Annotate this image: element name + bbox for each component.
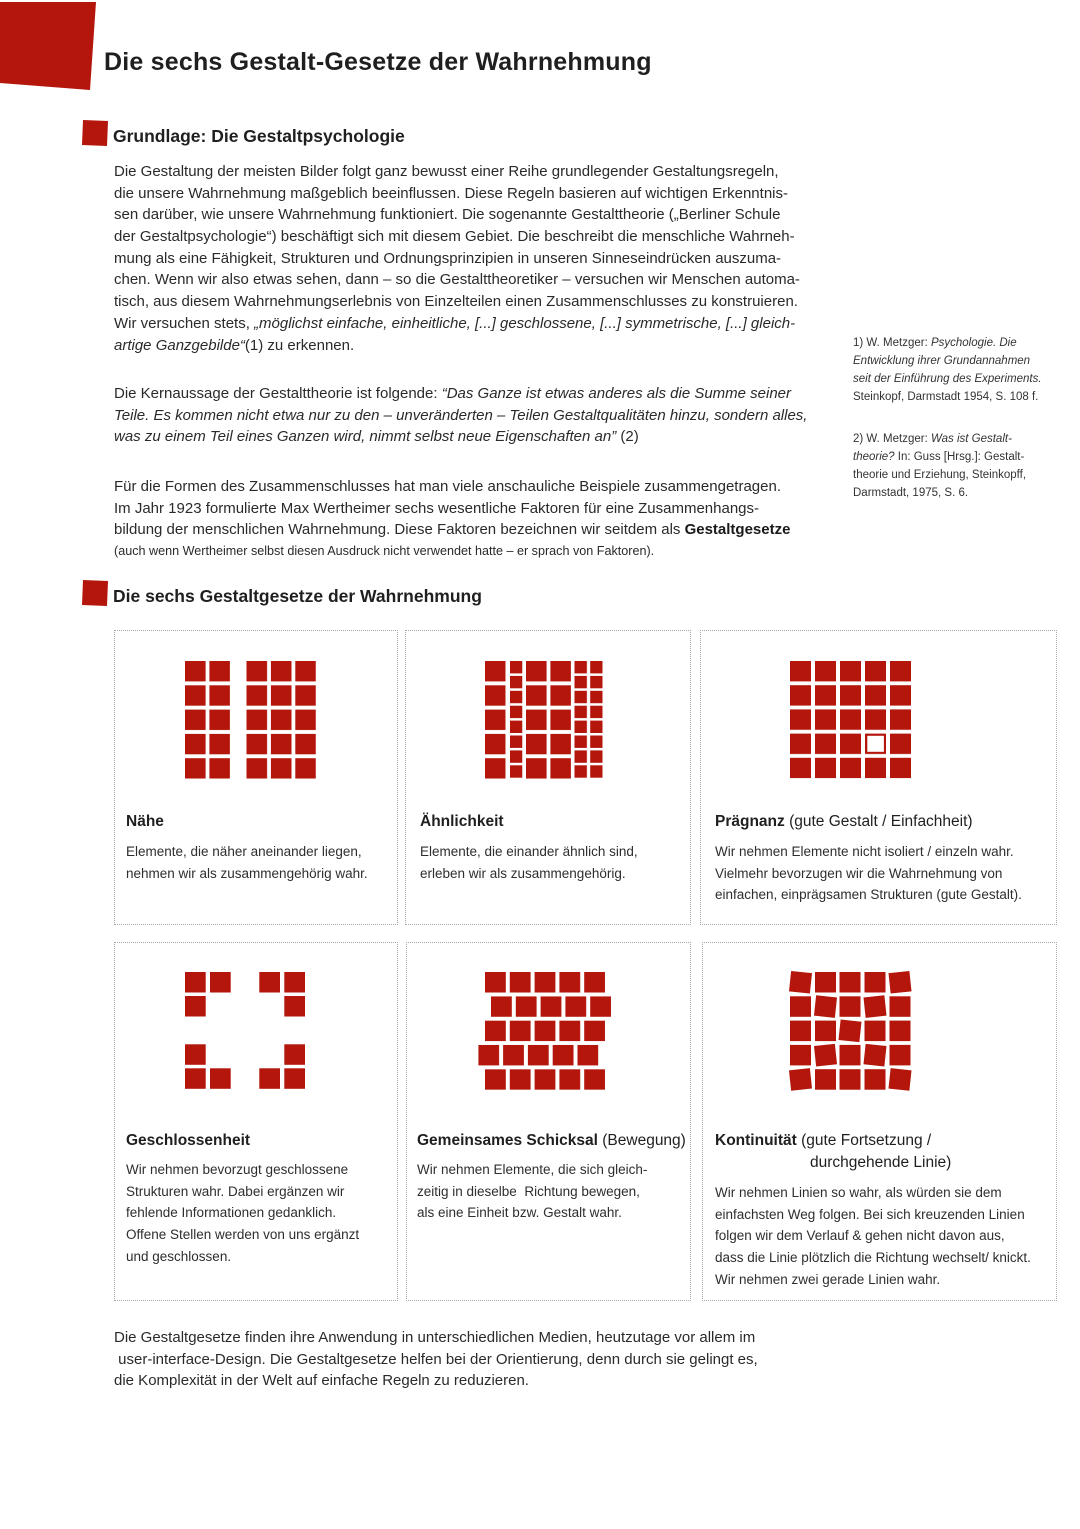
quote-text: artige Ganzgebilde“ — [114, 336, 245, 354]
card-body-line: erleben wir als zusammengehörig. — [420, 865, 626, 881]
card-title — [126, 811, 164, 833]
text-line — [114, 183, 800, 205]
card-body-line: Elemente, die einander ähnlich sind, — [420, 844, 638, 859]
header-accent-shape — [0, 2, 96, 90]
text: bildung der menschlichen Wahrnehmung. Diese Faktoren bezeichnen wir seitdem als — [114, 521, 685, 539]
card-body-line: Wir nehmen Linien so wahr, als würden sie dem — [715, 1185, 1002, 1200]
text: (2) — [616, 428, 639, 446]
book-title: theorie? — [853, 451, 895, 463]
text: der Gestaltpsychologie“) beschäftigt sich mit diesem Gebiet. Die beschreibt die menschliche Wahrneh- — [114, 228, 795, 246]
intro-paragraph — [114, 161, 800, 356]
text: Die Kernaussage der Gestalttheorie ist folgende: — [114, 385, 442, 402]
card-body-line: als eine Einheit bzw. Gestalt wahr. — [417, 1205, 622, 1221]
core-statement-paragraph — [114, 383, 807, 448]
card-body — [417, 1159, 647, 1224]
text-line — [114, 541, 790, 563]
card-subtitle-line2: durchgehende Linie) — [810, 1154, 952, 1171]
card-similarity — [405, 630, 691, 925]
card-pragnanz — [700, 630, 1057, 925]
text: Darmstadt, 1975, S. 6. — [853, 487, 969, 499]
text-line: user-interface-Design. Die Gestaltgesetze helfen bei der Orientierung, denn durch sie gelingt es, — [114, 1350, 758, 1368]
card-title — [126, 1130, 250, 1152]
text-line: Die Gestaltgesetze finden ihre Anwendung in unterschiedlichen Medien, heutzutage vor allem im — [114, 1329, 756, 1346]
text: theorie und Erziehung, Steinkopff, — [853, 469, 1027, 481]
text-line — [114, 161, 800, 183]
card-title-text: Gemeinsames Schicksal — [417, 1132, 598, 1149]
footnote-2 — [853, 430, 1026, 502]
card-body-line: fehlende Informationen gedanklich. — [126, 1205, 337, 1221]
card-title — [417, 1130, 686, 1152]
card-title-text: Ähnlichkeit — [420, 813, 504, 830]
book-title: seit der Einführung des Experiments. — [853, 373, 1042, 385]
text: 1) W. Metzger: — [853, 337, 931, 349]
text-line — [114, 335, 800, 357]
card-continuity — [702, 942, 1057, 1301]
text: Wir versuchen stets, — [114, 314, 255, 332]
text-line — [114, 383, 807, 405]
page-title: Die sechs Gestalt-Gesetze der Wahrnehmung — [104, 48, 652, 76]
card-title-text: Geschlossenheit — [126, 1132, 251, 1149]
card-body-line: einfachsten Weg folgen. Bei sich kreuzenden Linien — [715, 1206, 1025, 1222]
note-text: (auch wenn Wertheimer selbst diesen Ausdruck nicht verwendet hatte – er sprach von Faktoren). — [114, 544, 655, 559]
text-line — [114, 204, 800, 226]
text-line — [114, 248, 800, 270]
text-line — [114, 226, 800, 248]
quote-text: was zu einem Teil eines Ganzen wird, nimmt selbst neue Eigenschaften an” — [114, 428, 617, 446]
text-line — [114, 426, 807, 448]
wertheimer-paragraph — [114, 476, 790, 563]
footnote-1 — [853, 334, 1042, 406]
card-title — [420, 811, 504, 833]
text: Für die Formen des Zusammenschlusses hat man viele anschauliche Beispiele zusammengetragen. — [114, 478, 781, 495]
book-title: Entwicklung ihrer Grundannahmen — [853, 355, 1031, 367]
card-body-line: Offene Stellen werden von uns ergänzt — [126, 1227, 360, 1243]
text-line — [114, 405, 807, 427]
card-body-line: zeitig in dieselbe Richtung bewegen, — [417, 1183, 640, 1199]
text: (1) zu erkennen. — [244, 336, 355, 354]
card-body — [420, 841, 638, 884]
text-line — [114, 313, 800, 335]
book-title: Was ist Gestalt- — [930, 433, 1012, 445]
card-body — [126, 1159, 359, 1267]
card-body-line: einfachen, einprägsamen Strukturen (gute Gestalt). — [715, 887, 1022, 903]
text-line — [114, 519, 790, 541]
text: Im Jahr 1923 formulierte Max Wertheimer sechs wesentliche Faktoren für eine Zusammenhangs- — [114, 499, 759, 517]
book-title: Psychologie. Die — [930, 337, 1017, 349]
card-body-line: nehmen wir als zusammengehörig wahr. — [126, 865, 368, 881]
card-title — [715, 1130, 931, 1152]
quote-text: “Das Ganze ist etwas anderes als die Summe seiner — [441, 385, 792, 402]
text-line — [114, 498, 790, 520]
card-body-line: Wir nehmen bevorzugt geschlossene — [126, 1162, 349, 1177]
text: Die Gestaltung der meisten Bilder folgt ganz bewusst einer Reihe grundlegender Gestaltungsregeln, — [114, 163, 779, 180]
card-title-text: Kontinuität — [715, 1132, 797, 1149]
section-marker-icon — [82, 120, 108, 146]
card-common-fate — [406, 942, 691, 1301]
quote-text: Teile. Es kommen nicht etwa nur zu den – unveränderten – Teilen Gestaltqualitäten hinzu, sondern alles, — [114, 406, 808, 424]
card-body-line: folgen wir dem Verlauf & gehen nicht davon aus, — [715, 1228, 1005, 1244]
section-heading-laws: Die sechs Gestaltgesetze der Wahrnehmung — [113, 586, 482, 606]
card-title — [715, 811, 973, 833]
card-body — [715, 1182, 1031, 1290]
closing-paragraph — [114, 1327, 758, 1392]
card-body-line: Wir nehmen Elemente nicht isoliert / einzeln wahr. — [715, 844, 1014, 859]
text: sen darüber, wie unsere Wahrnehmung funktioniert. Die sogenannte Gestalttheorie („Berliner Schule — [114, 206, 781, 224]
text: In: Guss [Hrsg.]: Gestalt- — [894, 451, 1025, 463]
card-subtitle: (gute Fortsetzung / — [796, 1132, 932, 1149]
card-title-text: Prägnanz — [715, 813, 785, 830]
card-closure — [114, 942, 398, 1301]
text: 2) W. Metzger: — [853, 433, 931, 445]
text-line — [114, 291, 800, 313]
quote-text: „möglichst einfache, einheitliche, [...] geschlossene, [...] symmetrische, [...] gleich- — [254, 314, 796, 332]
text-line — [114, 269, 800, 291]
text: die unsere Wahrnehmung maßgeblich beeinflussen. Diese Regeln basieren auf wichtigen Erkenntnis- — [114, 184, 788, 202]
text: mung als eine Fähigkeit, Strukturen und Ordnungsprinzipien in unseren Sinneseindrücken auszuma- — [114, 249, 782, 267]
text: tisch, aus diesem Wahrnehmungserlebnis von Einzelteilen einen Zusammenschlusses zu konstruieren. — [114, 293, 798, 311]
section-heading-basics: Grundlage: Die Gestaltpsychologie — [113, 126, 405, 146]
card-body-line: dass die Linie plötzlich die Richtung wechselt/ knickt. — [715, 1250, 1031, 1266]
text-line: die Komplexität in der Welt auf einfache Regeln zu reduzieren. — [114, 1372, 529, 1390]
card-body-line: Vielmehr bevorzugen wir die Wahrnehmung von — [715, 865, 1003, 881]
card-body-line: Wir nehmen Elemente, die sich gleich- — [417, 1162, 648, 1177]
card-body-line: und geschlossen. — [126, 1248, 232, 1264]
text: Steinkopf, Darmstadt 1954, S. 108 f. — [853, 391, 1039, 403]
card-body-line: Strukturen wahr. Dabei ergänzen wir — [126, 1183, 345, 1199]
section-marker-icon — [82, 580, 108, 606]
text-line — [114, 476, 790, 498]
emphasis-text: Gestaltgesetze — [684, 521, 791, 539]
card-body — [715, 841, 1022, 906]
card-title-text: Nähe — [126, 813, 164, 830]
card-body-line: Wir nehmen zwei gerade Linien wahr. — [715, 1271, 941, 1287]
card-subtitle: (Bewegung) — [597, 1132, 686, 1149]
card-body — [126, 841, 368, 884]
card-proximity — [114, 630, 398, 925]
card-subtitle: (gute Gestalt / Einfachheit) — [784, 813, 973, 830]
text: chen. Wenn wir also etwas sehen, dann – so die Gestalttheoretiker – versuchen wir Menschen automa- — [114, 271, 800, 289]
card-body-line: Elemente, die näher aneinander liegen, — [126, 844, 362, 859]
